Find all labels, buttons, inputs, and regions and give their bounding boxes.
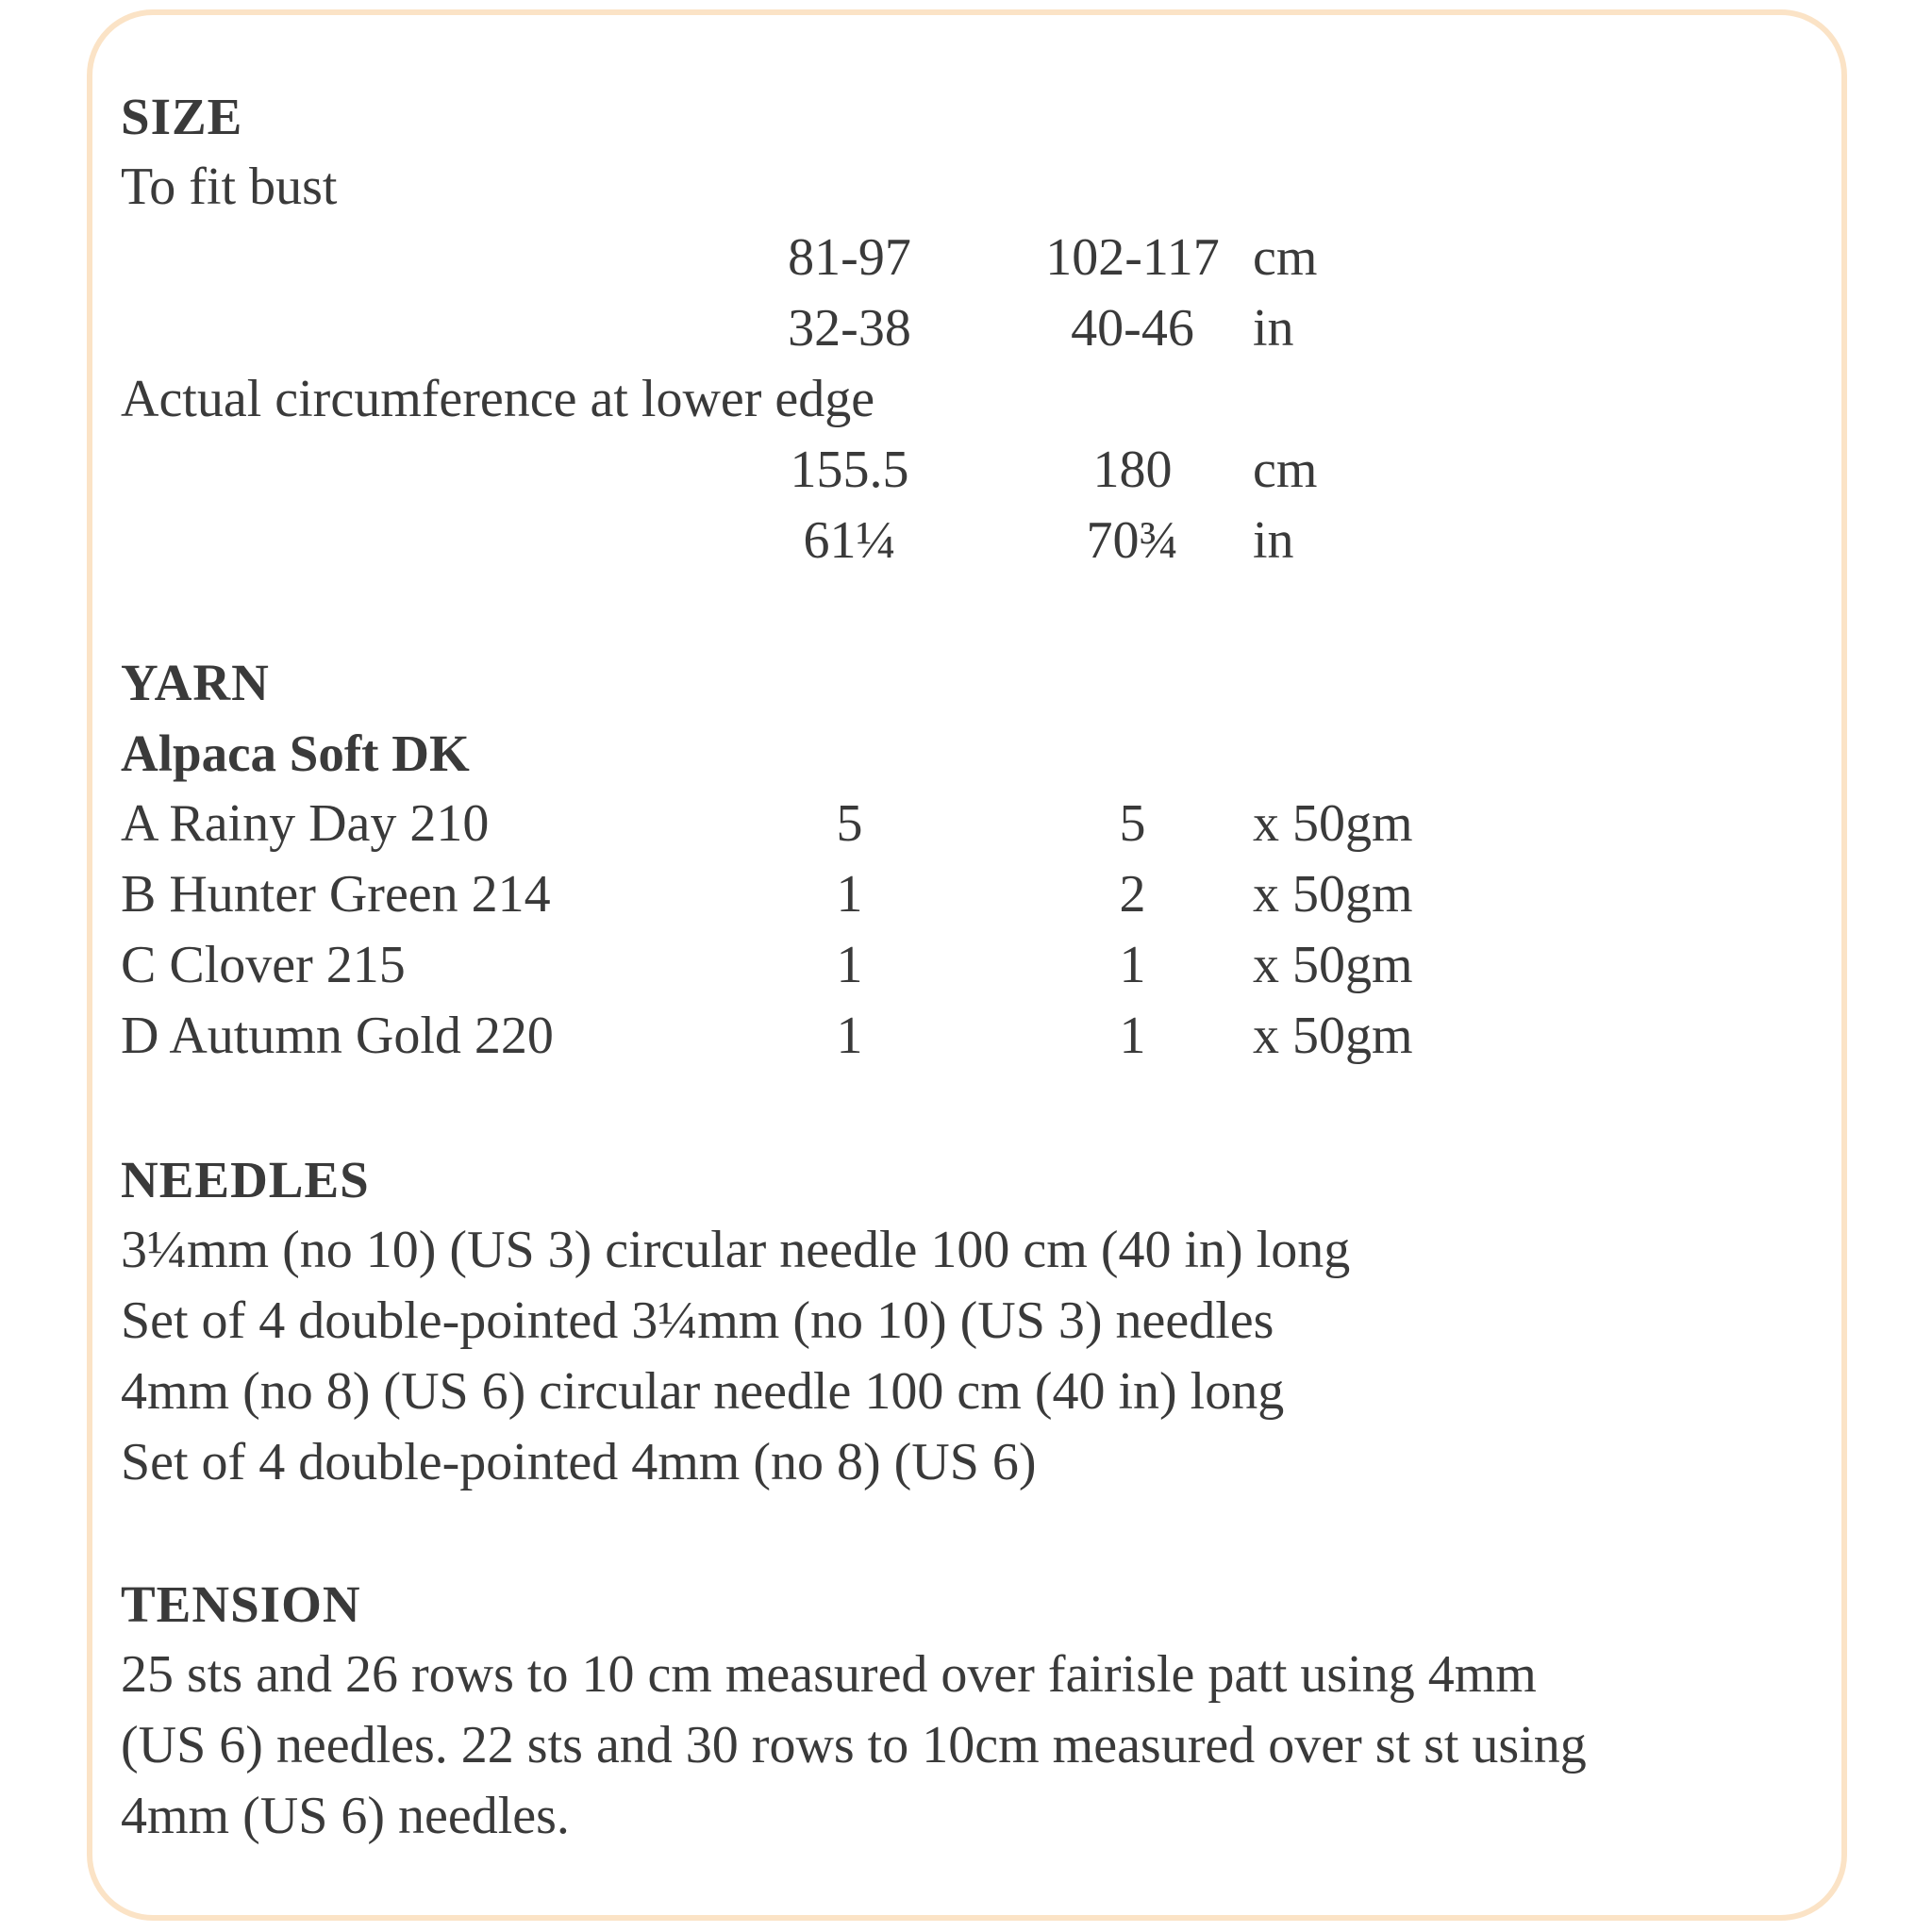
- yarn-row: [121, 930, 1819, 1001]
- actual-small-cm: 155.5: [790, 441, 909, 499]
- size-section: [121, 81, 1819, 576]
- yarn-qty-large: 2: [1119, 865, 1146, 924]
- tension-line: 25 sts and 26 rows to 10 cm measured over fairisle patt using 4mm: [121, 1645, 1537, 1704]
- yarn-qty-large: 1: [1119, 1007, 1146, 1065]
- size-large-cm: 102-117: [1045, 228, 1220, 287]
- size-small-cm: 81-97: [788, 228, 911, 287]
- needles-heading: NEEDLES: [121, 1151, 370, 1208]
- yarn-unit: x 50gm: [1253, 1007, 1413, 1065]
- tension-line: 4mm (US 6) needles.: [121, 1787, 570, 1845]
- yarn-unit: x 50gm: [1253, 865, 1413, 924]
- needles-line: 3¼mm (no 10) (US 3) circular needle 100 cm (40 in) long: [121, 1221, 1351, 1279]
- actual-row-in: [121, 506, 1819, 576]
- actual-unit-cm: cm: [1253, 441, 1318, 499]
- needles-line: 4mm (no 8) (US 6) circular needle 100 cm (40 in) long: [121, 1362, 1285, 1421]
- size-small-in: 32-38: [788, 299, 911, 358]
- yarn-qty-large: 5: [1119, 794, 1146, 853]
- yarn-heading: YARN: [121, 654, 270, 711]
- yarn-qty-small: 1: [836, 936, 863, 994]
- yarn-qty-small: 1: [836, 865, 863, 924]
- yarn-row: [121, 789, 1819, 859]
- actual-large-cm: 180: [1092, 441, 1173, 499]
- yarn-colour-label: C Clover 215: [121, 936, 406, 994]
- yarn-row: [121, 1001, 1819, 1072]
- size-row-in: [121, 293, 1819, 364]
- yarn-colour-label: B Hunter Green 214: [121, 865, 551, 924]
- actual-row-cm: [121, 435, 1819, 506]
- size-row-cm: [121, 223, 1819, 293]
- needles-section: [121, 1144, 1819, 1498]
- yarn-qty-small: 1: [836, 1007, 863, 1065]
- actual-circumference-label: Actual circumference at lower edge: [121, 370, 875, 428]
- yarn-colour-label: A Rainy Day 210: [121, 794, 490, 853]
- size-large-in: 40-46: [1071, 299, 1194, 358]
- yarn-unit: x 50gm: [1253, 936, 1413, 994]
- yarn-qty-large: 1: [1119, 936, 1146, 994]
- actual-unit-in: in: [1253, 511, 1294, 570]
- size-unit-in: in: [1253, 299, 1294, 358]
- yarn-name: Alpaca Soft DK: [121, 724, 470, 782]
- actual-small-in: 61¼: [803, 511, 896, 570]
- actual-large-in: 70¾: [1086, 511, 1179, 570]
- needles-line: Set of 4 double-pointed 4mm (no 8) (US 6): [121, 1433, 1037, 1491]
- tension-section: [121, 1569, 1819, 1852]
- tension-line: (US 6) needles. 22 sts and 30 rows to 10cm measured over st st using: [121, 1716, 1587, 1774]
- yarn-colour-label: D Autumn Gold 220: [121, 1007, 554, 1065]
- tension-heading: TENSION: [121, 1575, 361, 1633]
- yarn-row: [121, 859, 1819, 930]
- needles-line: Set of 4 double-pointed 3¼mm (no 10) (US 3) needles: [121, 1291, 1274, 1350]
- yarn-unit: x 50gm: [1253, 794, 1413, 853]
- size-heading: SIZE: [121, 88, 243, 145]
- to-fit-label: To fit bust: [121, 158, 338, 216]
- yarn-qty-small: 5: [836, 794, 863, 853]
- size-unit-cm: cm: [1253, 228, 1318, 287]
- yarn-section: [121, 647, 1819, 1072]
